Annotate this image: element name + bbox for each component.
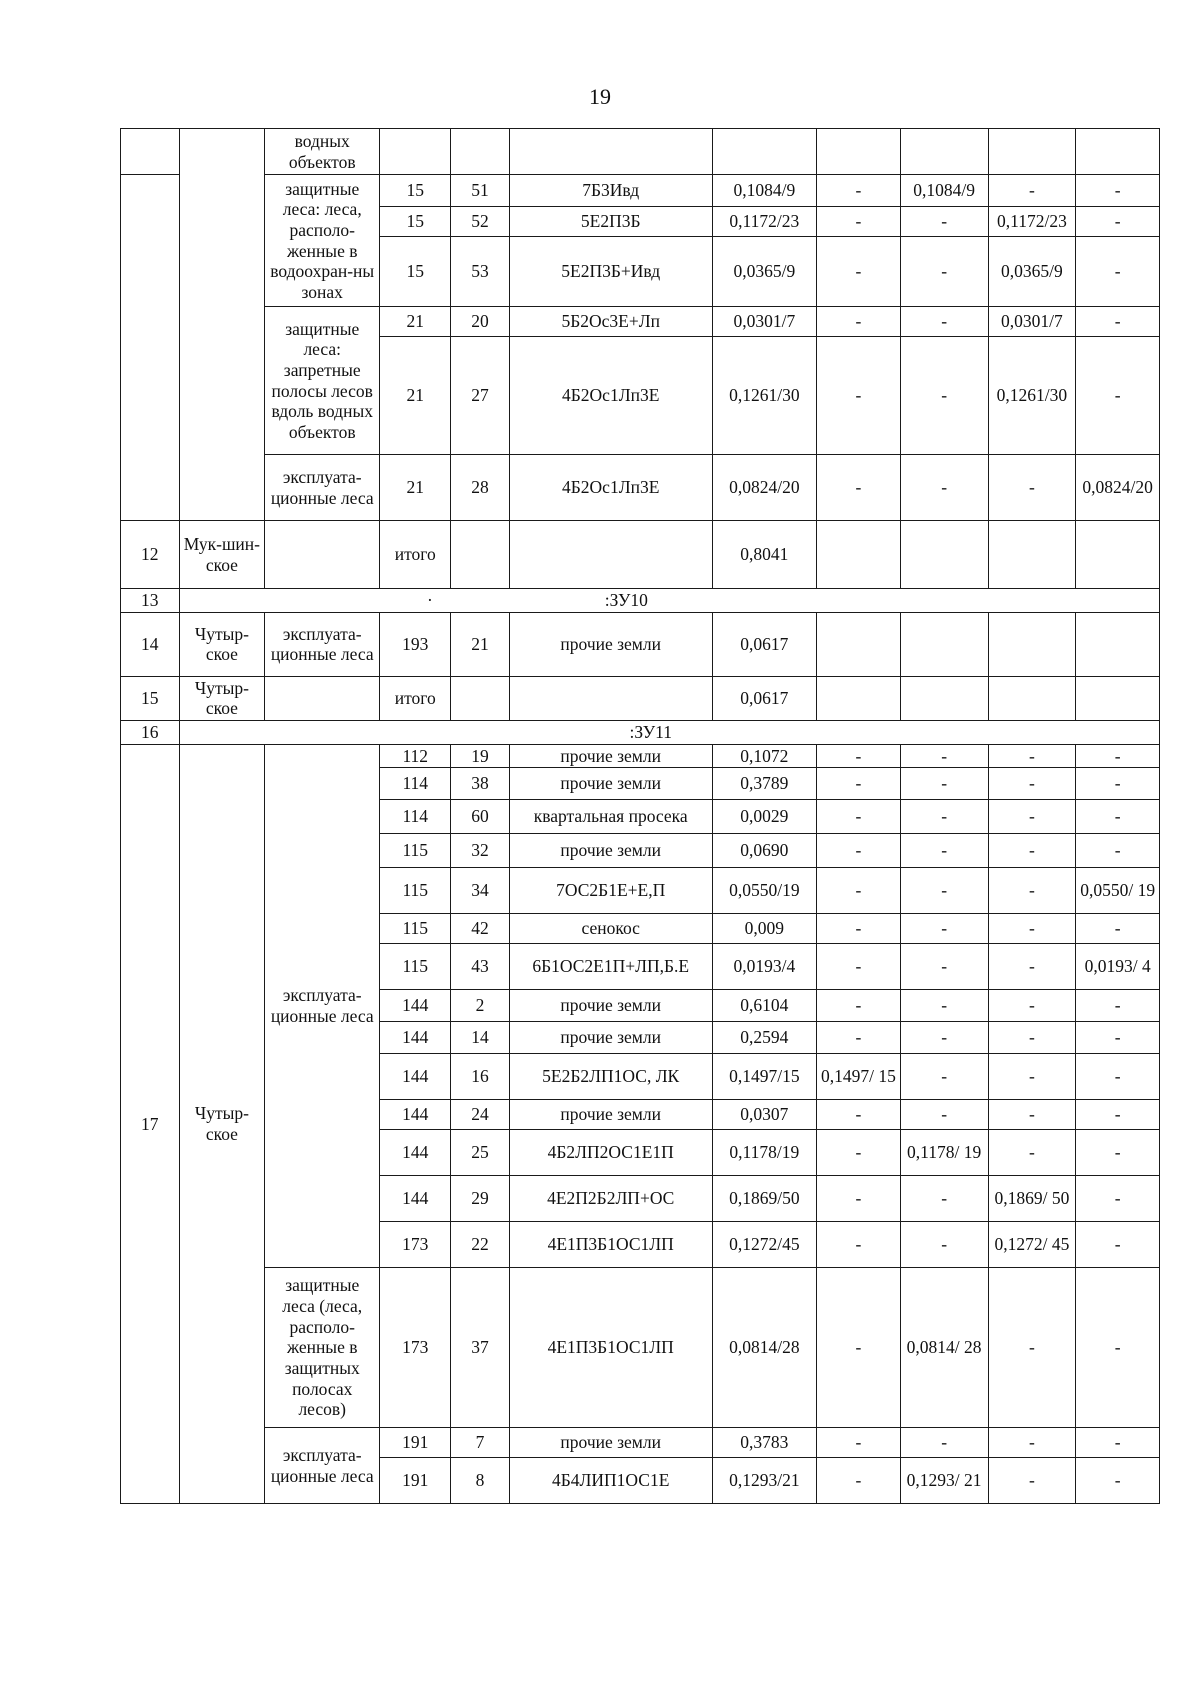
table-row: защитные леса: запретные полосы лесов вдоль водных объектов 21 20 5Б2Ос3Е+Лп 0,0301/7 - - 0,0301/7 -: [121, 307, 1160, 337]
total-area: 0,0617: [712, 676, 817, 720]
table-row: [121, 129, 1160, 175]
table-row: 144 14 прочие земли 0,2594 - - - -: [121, 1022, 1160, 1054]
table-row: 115 42 сенокос 0,009 - - - -: [121, 914, 1160, 944]
purpose-cell: эксплуата-ционные леса: [265, 612, 380, 676]
table-row: 15 53 5Е2П3Б+Ивд 0,0365/9 - - 0,0365/9 -: [121, 237, 1160, 307]
row-number: 12: [121, 521, 180, 589]
purpose-cell: водных объектов: [265, 129, 380, 175]
lot-header: :ЗУ10: [451, 589, 1160, 613]
row-number: 13: [121, 589, 180, 613]
table-row: защитные леса (леса, располо-женные в защитных полосах лесов) 173 37 4Е1П3Б1ОС1ЛП 0,0814/28 - 0,0814/ 28 - -: [121, 1268, 1160, 1428]
table-row: 115 43 6Б1ОС2Е1П+ЛП,Б.Е 0,0193/4 - - - 0,0193/ 4: [121, 944, 1160, 990]
table-row: эксплуата-ционные леса 191 7 прочие земли 0,3783 - - - -: [121, 1428, 1160, 1458]
table-row: защитные леса: леса, располо-женные в водоохран-ны зонах 15 51 7Б3Ивд 0,1084/9 - 0,1084/9 - -: [121, 175, 1160, 207]
settlement-cell: Мук-шин-ское: [179, 521, 265, 589]
table-row: 115 34 7ОС2Б1Е+Е,П 0,0550/19 - - - 0,0550/ 19: [121, 868, 1160, 914]
table-row: 114 38 прочие земли 0,3789 - - - -: [121, 768, 1160, 800]
table-row: [121, 720, 1160, 744]
purpose-cell: эксплуата-ционные леса: [265, 1428, 380, 1504]
table-row: 14 Чутыр-ское эксплуата-ционные леса 193 21 прочие земли 0,0617: [121, 612, 1160, 676]
row-number: 16: [121, 720, 180, 744]
page-number: 19: [589, 84, 611, 109]
table-row: 21 27 4Б2Ос1Лп3Е 0,1261/30 - - 0,1261/30 -: [121, 337, 1160, 455]
table-row: 144 29 4Е2П2Б2ЛП+ОС 0,1869/50 - - 0,1869/ 50 -: [121, 1176, 1160, 1222]
table-row: [121, 676, 1160, 720]
purpose-cell: защитные леса: запретные полосы лесов вдоль водных объектов: [265, 307, 380, 455]
table-row: 15 52 5Е2П3Б 0,1172/23 - - 0,1172/23 -: [121, 207, 1160, 237]
purpose-cell: эксплуата-ционные леса: [265, 744, 380, 1268]
marker-dot: ·: [179, 589, 451, 613]
purpose-cell: эксплуата-ционные леса: [265, 455, 380, 521]
settlement-cell: Чутыр-ское: [179, 676, 265, 720]
table-row: 173 22 4Е1П3Б1ОС1ЛП 0,1272/45 - - 0,1272/ 45 -: [121, 1222, 1160, 1268]
row-number: 15: [121, 676, 180, 720]
table-row: 144 25 4Б2ЛП2ОС1Е1П 0,1178/19 - 0,1178/ 19 - -: [121, 1130, 1160, 1176]
table-row: [121, 589, 1160, 613]
table-row: 144 24 прочие земли 0,0307 - - - -: [121, 1100, 1160, 1130]
settlement-cell: Чутыр-ское: [179, 612, 265, 676]
settlement-cell: Чутыр-ское: [179, 744, 265, 1504]
row-number: 17: [121, 744, 180, 1504]
table-row: 17 Чутыр-ское эксплуата-ционные леса 112 19 прочие земли 0,1072 - - - -: [121, 744, 1160, 768]
table-row: 115 32 прочие земли 0,0690 - - - -: [121, 834, 1160, 868]
total-label: итого: [380, 676, 451, 720]
table-row: 144 16 5Е2Б2ЛП1ОС, ЛК 0,1497/15 0,1497/ 15 - - -: [121, 1054, 1160, 1100]
purpose-cell: защитные леса: леса, располо-женные в водоохран-ны зонах: [265, 175, 380, 307]
table-row: 144 2 прочие земли 0,6104 - - - -: [121, 990, 1160, 1022]
land-plot-table: [120, 128, 1160, 1504]
row-number: 14: [121, 612, 180, 676]
table-row: [121, 521, 1160, 589]
table-row: 191 8 4Б4ЛИП1ОС1Е 0,1293/21 - 0,1293/ 21 - -: [121, 1458, 1160, 1504]
table-row: эксплуата-ционные леса 21 28 4Б2Ос1Лп3Е 0,0824/20 - - - 0,0824/20: [121, 455, 1160, 521]
lot-header: :ЗУ11: [179, 720, 1159, 744]
table-row: 114 60 квартальная просека 0,0029 - - - -: [121, 800, 1160, 834]
total-label: итого: [380, 521, 451, 589]
total-area: 0,8041: [712, 521, 817, 589]
purpose-cell: защитные леса (леса, располо-женные в защитных полосах лесов): [265, 1268, 380, 1428]
